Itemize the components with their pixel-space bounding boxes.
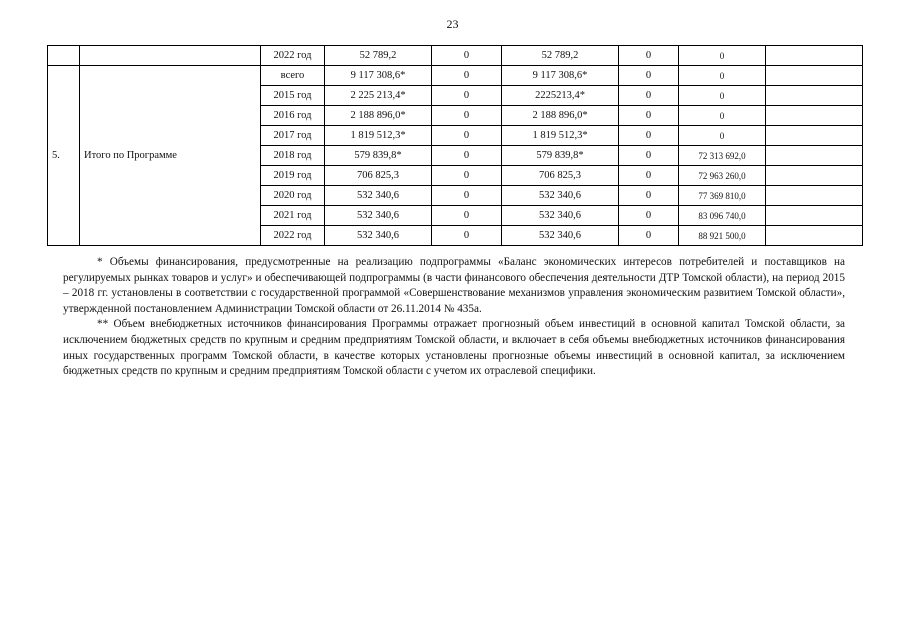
local-cell: 0 (619, 46, 679, 66)
federal-cell: 0 (432, 166, 502, 186)
local-cell: 0 (619, 186, 679, 206)
program-totals-table (47, 45, 863, 246)
local-cell: 0 (619, 146, 679, 166)
empty-cell (766, 186, 863, 206)
federal-cell: 0 (432, 206, 502, 226)
footnote-single-star: * Объемы финансирования, предусмотренные на реализацию подпрограммы «Баланс экономических интересов потребителей и поставщиков на регулируемых рынках товаров и услуг» и обеспечивающей подпрограммы (в части финансового обеспечения деятельности ДТР Томской области), на период 2015 – 2018 гг. установлены в соответствии с государственной программой «Совершенствование механизмов управления экономическим развитием Томской области», утвержденной постановлением Администрации Томской области от 26.11.2014 № 435а. (63, 256, 845, 315)
year-cell: 2017 год (261, 126, 325, 146)
year-cell: 2021 год (261, 206, 325, 226)
federal-cell: 0 (432, 106, 502, 126)
table-row (48, 46, 863, 66)
total-cell: 1 819 512,3* (325, 126, 432, 146)
local-cell: 0 (619, 106, 679, 126)
empty-cell (766, 66, 863, 86)
table-row (48, 66, 863, 86)
footnotes (63, 255, 845, 380)
total-cell: 2 188 896,0* (325, 106, 432, 126)
federal-cell: 0 (432, 226, 502, 246)
federal-cell: 0 (432, 86, 502, 106)
regional-cell: 2 188 896,0* (502, 106, 619, 126)
name-cell (80, 46, 261, 66)
footnote-double-star: ** Объем внебюджетных источников финансирования Программы отражает прогнозный объем инвестиций в основной капитал Томской области, за исключением бюджетных средств по крупным и средним предприятиям Томской области, и включает в себя объемы внебюджетных источников финансирования иных государственных программ Томской области, в качестве которых установлены прогнозные объемы инвестиций в основной капитал, за исключением бюджетных средств по крупным и средним предприятиям Томской области с учетом их отраслевой специфики. (63, 318, 845, 378)
federal-cell: 0 (432, 146, 502, 166)
empty-cell (766, 106, 863, 126)
total-cell: 2 225 213,4* (325, 86, 432, 106)
extrabudget-cell: 0 (679, 106, 766, 126)
regional-cell: 579 839,8* (502, 146, 619, 166)
regional-cell: 2225213,4* (502, 86, 619, 106)
year-cell: 2015 год (261, 86, 325, 106)
total-cell: 532 340,6 (325, 206, 432, 226)
empty-cell (766, 226, 863, 246)
regional-cell: 532 340,6 (502, 226, 619, 246)
empty-cell (766, 46, 863, 66)
year-cell: 2016 год (261, 106, 325, 126)
extrabudget-cell: 72 313 692,0 (679, 146, 766, 166)
extrabudget-cell: 0 (679, 66, 766, 86)
section-title: Итого по Программе (80, 66, 261, 246)
local-cell: 0 (619, 206, 679, 226)
local-cell: 0 (619, 126, 679, 146)
local-cell: 0 (619, 66, 679, 86)
total-cell: 706 825,3 (325, 166, 432, 186)
section-number: 5. (48, 66, 80, 246)
empty-cell (766, 86, 863, 106)
number-cell (48, 46, 80, 66)
year-cell: 2022 год (261, 226, 325, 246)
extrabudget-cell: 83 096 740,0 (679, 206, 766, 226)
empty-cell (766, 166, 863, 186)
total-cell: 532 340,6 (325, 226, 432, 246)
empty-cell (766, 126, 863, 146)
total-cell: 532 340,6 (325, 186, 432, 206)
federal-cell: 0 (432, 46, 502, 66)
regional-cell: 532 340,6 (502, 186, 619, 206)
page-number: 23 (446, 17, 459, 31)
year-cell: всего (261, 66, 325, 86)
extrabudget-cell: 0 (679, 126, 766, 146)
local-cell: 0 (619, 226, 679, 246)
extrabudget-cell: 72 963 260,0 (679, 166, 766, 186)
extrabudget-cell: 0 (679, 46, 766, 66)
local-cell: 0 (619, 86, 679, 106)
federal-cell: 0 (432, 66, 502, 86)
extrabudget-cell: 88 921 500,0 (679, 226, 766, 246)
total-cell: 52 789,2 (325, 46, 432, 66)
year-cell: 2020 год (261, 186, 325, 206)
regional-cell: 1 819 512,3* (502, 126, 619, 146)
extrabudget-cell: 0 (679, 86, 766, 106)
regional-cell: 52 789,2 (502, 46, 619, 66)
extrabudget-cell: 77 369 810,0 (679, 186, 766, 206)
regional-cell: 9 117 308,6* (502, 66, 619, 86)
regional-cell: 532 340,6 (502, 206, 619, 226)
empty-cell (766, 206, 863, 226)
federal-cell: 0 (432, 126, 502, 146)
year-cell: 2018 год (261, 146, 325, 166)
year-cell: 2019 год (261, 166, 325, 186)
local-cell: 0 (619, 166, 679, 186)
year-cell: 2022 год (261, 46, 325, 66)
total-cell: 579 839,8* (325, 146, 432, 166)
total-cell: 9 117 308,6* (325, 66, 432, 86)
table-body (48, 46, 863, 246)
federal-cell: 0 (432, 186, 502, 206)
regional-cell: 706 825,3 (502, 166, 619, 186)
empty-cell (766, 146, 863, 166)
